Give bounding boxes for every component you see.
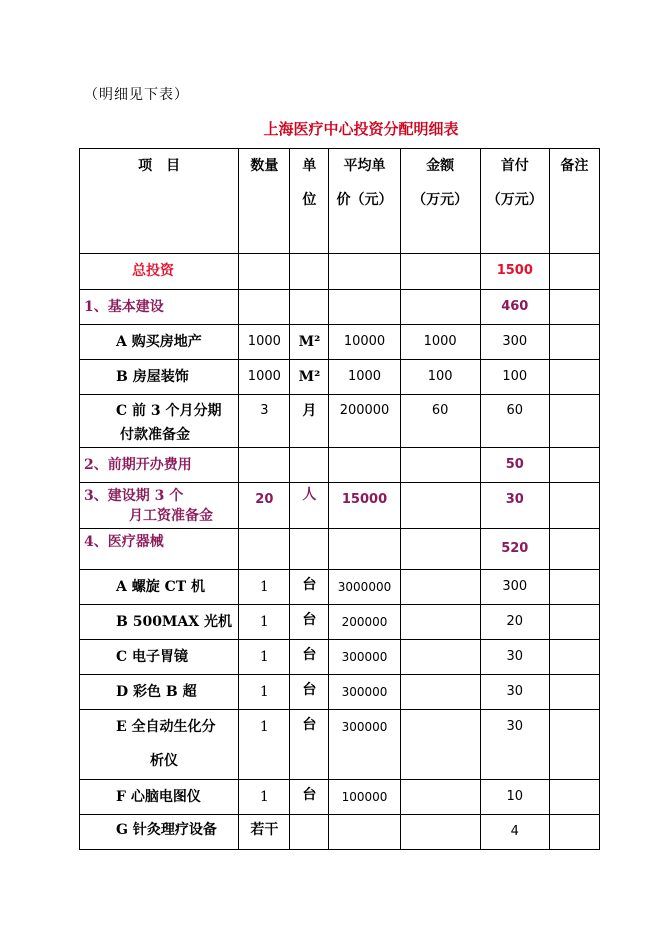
row-price: 200000	[329, 395, 400, 448]
row-price: 3000000	[329, 570, 400, 605]
row-price	[329, 815, 400, 850]
row-amount	[400, 529, 480, 570]
row-remark	[549, 815, 599, 850]
row-price: 300000	[329, 710, 400, 780]
row-first: 520	[480, 529, 549, 570]
row-price: 300000	[329, 675, 400, 710]
row-first: 50	[480, 448, 549, 483]
row-first: 60	[480, 395, 549, 448]
row-amount	[400, 605, 480, 640]
row-amount	[400, 815, 480, 850]
row-remark	[549, 570, 599, 605]
row-item: E 全自动生化分 析仪	[80, 710, 239, 780]
row-item: D 彩色 B 超	[80, 675, 239, 710]
row-unit: 月	[290, 395, 329, 448]
row-unit	[290, 290, 329, 325]
row-amount	[400, 448, 480, 483]
row-amount	[400, 640, 480, 675]
row-unit	[290, 254, 329, 290]
row-price	[329, 254, 400, 290]
row-remark	[549, 675, 599, 710]
row-item: C 电子胃镜	[80, 640, 239, 675]
table-row	[80, 570, 600, 605]
row-first: 1500	[480, 254, 549, 290]
row-amount	[400, 675, 480, 710]
table-row	[80, 254, 600, 290]
table-row	[80, 325, 600, 360]
row-qty: 1	[239, 640, 290, 675]
row-amount: 100	[400, 360, 480, 395]
row-qty: 3	[239, 395, 290, 448]
row-item: 3、建设期 3 个 月工资准备金	[80, 483, 239, 529]
table-row	[80, 675, 600, 710]
row-first: 100	[480, 360, 549, 395]
row-remark	[549, 529, 599, 570]
row-item: 1、基本建设	[80, 290, 239, 325]
table-row	[80, 360, 600, 395]
header-qty: 数量	[239, 149, 290, 254]
row-unit: M²	[290, 360, 329, 395]
row-first: 300	[480, 570, 549, 605]
row-remark	[549, 640, 599, 675]
row-item: F 心脑电图仪	[80, 780, 239, 815]
row-remark	[549, 605, 599, 640]
row-first: 30	[480, 675, 549, 710]
row-qty: 1000	[239, 360, 290, 395]
row-amount	[400, 780, 480, 815]
table-row	[80, 710, 600, 780]
row-unit: 台	[290, 640, 329, 675]
investment-table	[79, 148, 600, 850]
row-item: G 针灸理疗设备	[80, 815, 239, 850]
table-row	[80, 448, 600, 483]
row-price: 15000	[329, 483, 400, 529]
row-remark	[549, 710, 599, 780]
row-remark	[549, 483, 599, 529]
header-item: 项 目	[80, 149, 239, 254]
row-remark	[549, 448, 599, 483]
row-unit	[290, 529, 329, 570]
header-price: 平均单 价（元）	[329, 149, 400, 254]
row-price: 1000	[329, 360, 400, 395]
row-amount	[400, 290, 480, 325]
row-qty	[239, 448, 290, 483]
row-unit: 人	[290, 483, 329, 529]
row-price	[329, 529, 400, 570]
row-first: 10	[480, 780, 549, 815]
row-item: A 螺旋 CT 机	[80, 570, 239, 605]
row-unit: M²	[290, 325, 329, 360]
row-item: C 前 3 个月分期 付款准备金	[80, 395, 239, 448]
header-row	[80, 149, 600, 254]
header-remark: 备注	[549, 149, 599, 254]
row-amount: 1000	[400, 325, 480, 360]
row-amount	[400, 254, 480, 290]
row-unit: 台	[290, 570, 329, 605]
row-item: B 500MAX 光机	[80, 605, 239, 640]
table-row	[80, 605, 600, 640]
header-unit: 单 位	[290, 149, 329, 254]
row-qty	[239, 529, 290, 570]
row-item: 4、医疗器械	[80, 529, 239, 570]
row-first: 30	[480, 640, 549, 675]
row-amount	[400, 710, 480, 780]
table-title: 上海医疗中心投资分配明细表	[263, 120, 459, 138]
note-text: （明细见下表）	[84, 87, 189, 103]
row-unit	[290, 448, 329, 483]
row-price: 200000	[329, 605, 400, 640]
table-row	[80, 290, 600, 325]
row-price: 100000	[329, 780, 400, 815]
table-row	[80, 395, 600, 448]
row-price: 300000	[329, 640, 400, 675]
row-first: 20	[480, 605, 549, 640]
row-first: 460	[480, 290, 549, 325]
row-first: 30	[480, 483, 549, 529]
header-first: 首付 （万元）	[480, 149, 549, 254]
row-remark	[549, 325, 599, 360]
row-unit	[290, 815, 329, 850]
row-first: 4	[480, 815, 549, 850]
row-qty: 20	[239, 483, 290, 529]
row-unit: 台	[290, 710, 329, 780]
row-remark	[549, 395, 599, 448]
row-price	[329, 448, 400, 483]
row-item: B 房屋装饰	[80, 360, 239, 395]
row-qty: 1	[239, 780, 290, 815]
row-remark	[549, 254, 599, 290]
row-qty: 1	[239, 570, 290, 605]
row-amount	[400, 483, 480, 529]
row-first: 30	[480, 710, 549, 780]
row-first: 300	[480, 325, 549, 360]
row-item: A 购买房地产	[80, 325, 239, 360]
row-remark	[549, 780, 599, 815]
row-item: 总投资	[80, 254, 239, 290]
row-price: 10000	[329, 325, 400, 360]
row-qty: 1	[239, 710, 290, 780]
row-unit: 台	[290, 605, 329, 640]
table-row	[80, 780, 600, 815]
row-qty	[239, 254, 290, 290]
row-qty: 1	[239, 605, 290, 640]
table-row	[80, 640, 600, 675]
row-price	[329, 290, 400, 325]
row-qty: 1	[239, 675, 290, 710]
header-amount: 金额 （万元）	[400, 149, 480, 254]
row-remark	[549, 360, 599, 395]
table-row	[80, 815, 600, 850]
row-remark	[549, 290, 599, 325]
row-unit: 台	[290, 780, 329, 815]
table-row	[80, 483, 600, 529]
row-qty: 若干	[239, 815, 290, 850]
row-item: 2、前期开办费用	[80, 448, 239, 483]
row-qty: 1000	[239, 325, 290, 360]
row-qty	[239, 290, 290, 325]
row-amount	[400, 570, 480, 605]
table-row	[80, 529, 600, 570]
row-unit: 台	[290, 675, 329, 710]
row-amount: 60	[400, 395, 480, 448]
